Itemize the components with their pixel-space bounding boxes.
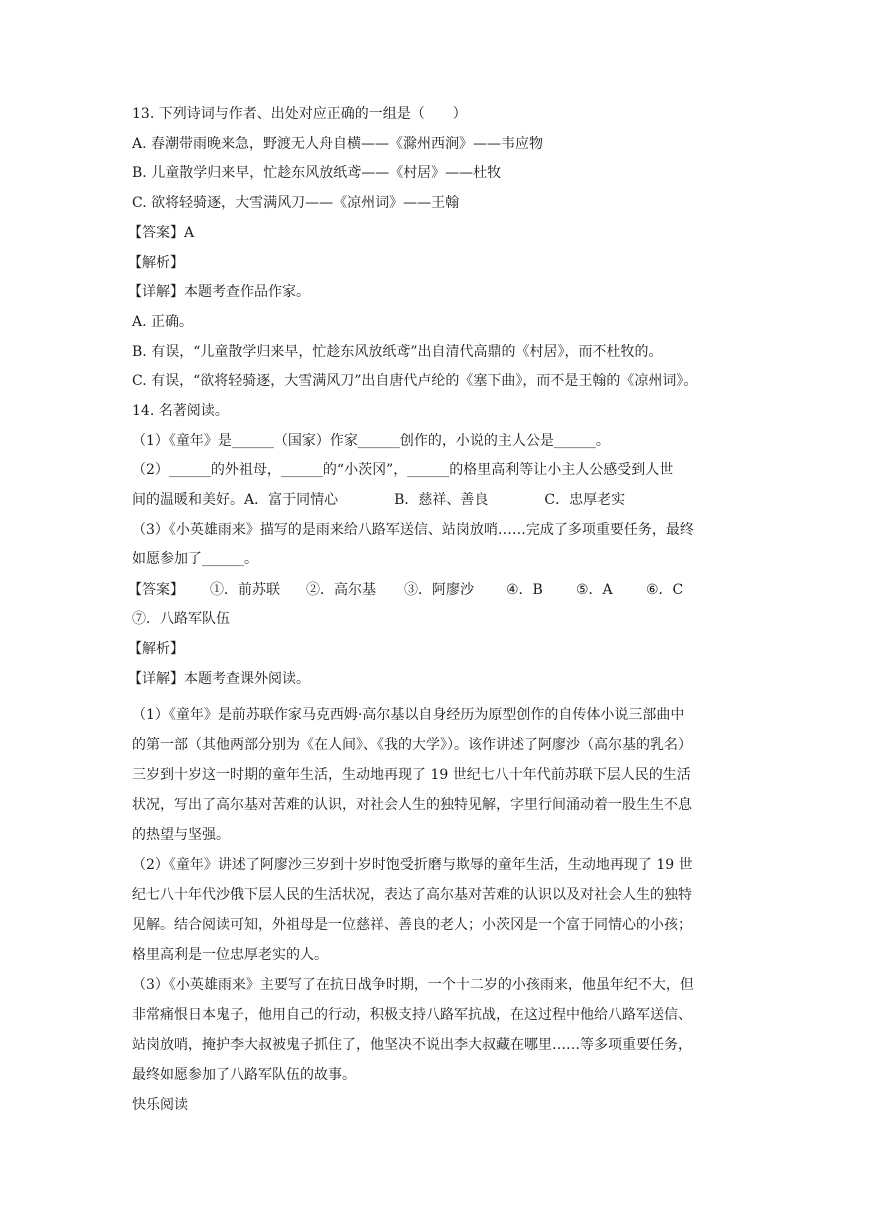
q14-answer-label: 【答案】 xyxy=(128,582,184,598)
q14-sub1: （1）《童年》是______（国家）作家______创作的，小说的主人公是______。 xyxy=(132,433,610,449)
q14-para2-line3: 见解。结合阅读可知，外祖母是一位慈祥、善良的老人；小茨冈是一个富于同情心的小孩； xyxy=(132,917,692,933)
q14-answer-3: ③．阿廖沙 xyxy=(404,582,474,598)
section-heading: 快乐阅读 xyxy=(132,1097,188,1113)
q14-para1-line1: （1）《童年》是前苏联作家马克西姆·高尔基以自身经历为原型创作的自传体小说三部曲中 xyxy=(132,707,685,723)
q14-answer-5: ⑤．A xyxy=(576,582,613,598)
q14-sub3-line1: （3）《小英雄雨来》描写的是雨来给八路军送信、站岗放哨……完成了多项重要任务，最终 xyxy=(132,522,694,538)
q14-answer-6: ⑥．C xyxy=(646,582,684,598)
q14-para3-line2: 非常痛恨日本鬼子，他用自己的行动，积极支持八路军抗战，在这过程中他给八路军送信、 xyxy=(132,1007,692,1023)
q13-analysis: 【解析】 xyxy=(128,255,184,271)
q14-para2-line2: 纪七八十年代沙俄下层人民的生活状况，表达了高尔基对苦难的认识以及对社会人生的独特 xyxy=(132,887,692,903)
q14-para1-line3: 三岁到十岁这一时期的童年生活，生动地再现了 19 世纪七八十年代前苏联下层人民的生活 xyxy=(132,767,691,783)
q14-para2-line1: （2）《童年》讲述了阿廖沙三岁到十岁时饱受折磨与欺辱的童年生活，生动地再现了 19 世 xyxy=(132,857,693,873)
q13-explain-b: B. 有误，“儿童散学归来早，忙趁东风放纸鸢”出自清代高鼎的《村居》，而不杜牧的。 xyxy=(132,344,663,360)
q14-answer-1: ①．前苏联 xyxy=(210,582,280,598)
q14-para3-line3: 站岗放哨，掩护李大叔被鬼子抓住了，他坚决不说出李大叔藏在哪里……等多项重要任务， xyxy=(132,1037,692,1053)
q14-answer-7: ⑦．八路军队伍 xyxy=(132,611,230,627)
q13-option-a: A. 春潮带雨晚来急，野渡无人舟自横——《滁州西涧》——韦应物 xyxy=(132,136,544,152)
q14-answer-2: ②．高尔基 xyxy=(306,582,376,598)
q14-sub2-line1: （2）______的外祖母，______的“小茨冈”，______的格里高利等让小主人公感受到人世 xyxy=(132,462,674,478)
q14-stem: 14. 名著阅读。 xyxy=(132,403,229,419)
q14-sub3-line2: 如愿参加了______。 xyxy=(132,551,258,567)
q13-option-b: B. 儿童散学归来早，忙趁东风放纸鸢——《村居》——杜牧 xyxy=(132,165,502,181)
q14-answer-4: ④．B xyxy=(506,582,543,598)
q14-para1-line2: 的第一部（其他两部分别为《在人间》、《我的大学》）。该作讲述了阿廖沙（高尔基的乳名） xyxy=(132,737,692,753)
q14-sub2-line2: 间的温暖和美好。A．富于同情心 B．慈祥、善良 C．忠厚老实 xyxy=(132,492,626,508)
q14-para1-line5: 的热望与坚强。 xyxy=(132,827,230,843)
q14-para3-line4: 最终如愿参加了八路军队伍的故事。 xyxy=(132,1067,356,1083)
q13-stem: 13. 下列诗词与作者、出处对应正确的一组是（ ） xyxy=(132,106,467,122)
q14-para1-line4: 状况，写出了高尔基对苦难的认识，对社会人生的独特见解，字里行间涌动着一股生生不息 xyxy=(132,797,692,813)
q14-para2-line4: 格里高利是一位忠厚老实的人。 xyxy=(132,947,328,963)
q13-detail: 【详解】本题考查作品作家。 xyxy=(128,284,310,300)
q13-answer: 【答案】A xyxy=(128,225,195,241)
q14-answer-row xyxy=(128,580,683,600)
q14-analysis: 【解析】 xyxy=(128,641,184,657)
q14-detail: 【详解】本题考查课外阅读。 xyxy=(128,671,310,687)
q14-para3-line1: （3）《小英雄雨来》主要写了在抗日战争时期，一个十二岁的小孩雨来，他虽年纪不大，但 xyxy=(132,977,694,993)
q13-explain-c: C. 有误，“欲将轻骑逐，大雪满风刀”出自唐代卢纶的《塞下曲》，而不是王翰的《凉州词》。 xyxy=(132,373,698,389)
q13-option-c: C. 欲将轻骑逐，大雪满风刀——《凉州词》——王翰 xyxy=(132,195,460,211)
q13-explain-a: A. 正确。 xyxy=(132,314,194,330)
